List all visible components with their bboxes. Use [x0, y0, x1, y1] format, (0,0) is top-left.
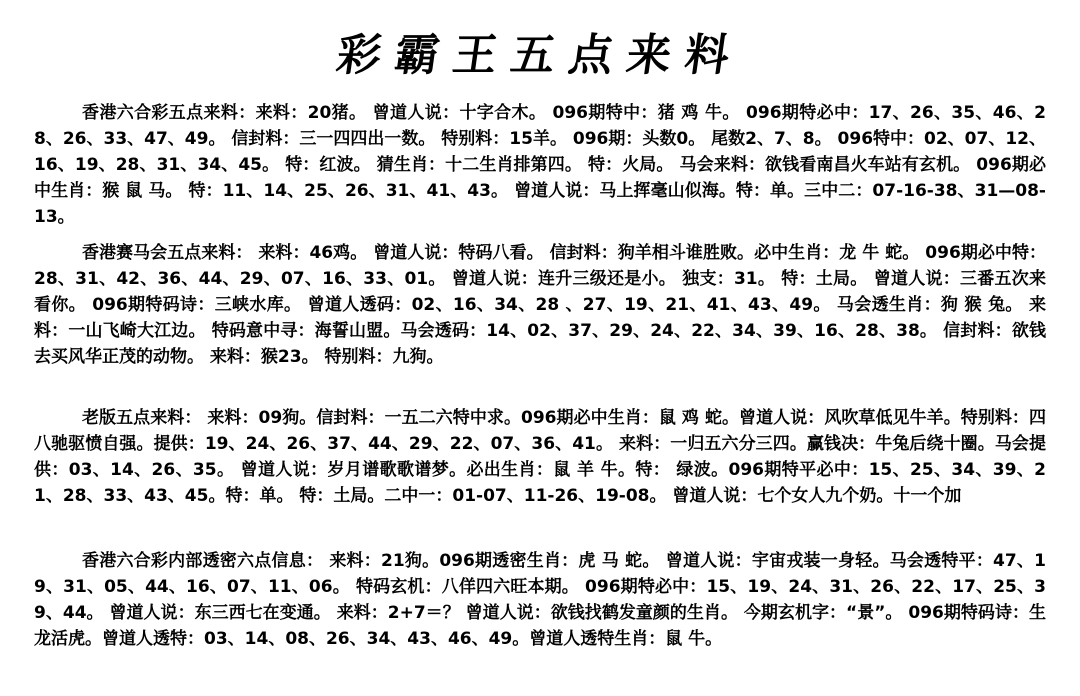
section-hk-mark-six-five-point: 香港六合彩五点来料：来料：20猪。 曾道人说：十字合木。 096期特中：猪 鸡 牛。 096期特必中：17、26、35、46、28、26、33、47、49。 信封料：三一四四出一数。 特别料：15羊。 096期：头数0。 尾数2、7、8。 096特中：02、07、12、16、19、28、31、34、45。 特：红波。 猜生肖：十二生肖排第四。 特：火局。 马会来料：欲钱看南昌火车站有玄机。 096期必中生肖：猴 鼠 马。 特：11、14、25、26、31、41、43。 曾道人说：马上挥毫山似海。特：单。三中二：07-16-38、31—08-13。 — [34, 103, 1046, 227]
page-title: 彩霸王五点来料 — [333, 30, 747, 81]
section-hk-internal-six-point: 香港六合彩内部透密六点信息： 来料：21狗。096期透密生肖：虎 马 蛇。 曾道人说：宇宙戎装一身轻。马会透特平：47、19、31、05、44、16、07、11、06。 特码玄机：八佯四六旺本期。 096期特必中：15、19、24、31、26、22、17、25、39、44。 曾道人说：东三西七在变通。 来料：2+7＝？ 曾道人说：欲钱找鹤发童颜的生肖。 今期玄机字：“景”。 096期特码诗：生龙活虎。曾道人透特：03、14、08、26、34、43、46、49。曾道人透特生肖：鼠 牛。 — [34, 551, 1046, 649]
section-old-version-five-point: 老版五点来料： 来料：09狗。信封料：一五二六特中求。096期必中生肖：鼠 鸡 蛇。曾道人说：风吹草低见牛羊。特别料：四八驰驱愤自强。提供：19、24、26、37、44、29、22、07、36、41。 来料：一归五六分三四。赢钱决：牛兔后绕十圈。马会提供：03、14、26、35。 曾道人说：岁月谱歌歌谱梦。必出生肖：鼠 羊 牛。特： 绿波。096期特平必中：15、25、34、39、21、28、33、43、45。特：单。 特：土局。二中一：01-07、11-26、19-08。 曾道人说：七个女人九个奶。十一个加 — [34, 408, 1046, 506]
section-hk-jockey-club-five-point: 香港赛马会五点来料： 来料：46鸡。 曾道人说：特码八看。 信封料：狗羊相斗谁胜败。必中生肖：龙 牛 蛇。 096期必中特：28、31、42、36、44、29、07、16、33、01。 曾道人说：连升三级还是小。 独支：31。 特：土局。 曾道人说：三番五次来看你。 096期特码诗：三峡水库。 曾道人透码：02、16、34、28 、27、19、21、41、43、49。 马会透生肖：狗 猴 兔。 来料：一山飞崎大江边。 特码意中寻：海誓山盟。马会透码：14、02、37、29、24、22、34、39、16、28、38。 信封料：欲钱去买风华正茂的动物。 来料：猴23。 特别料：九狗。 — [34, 243, 1046, 367]
